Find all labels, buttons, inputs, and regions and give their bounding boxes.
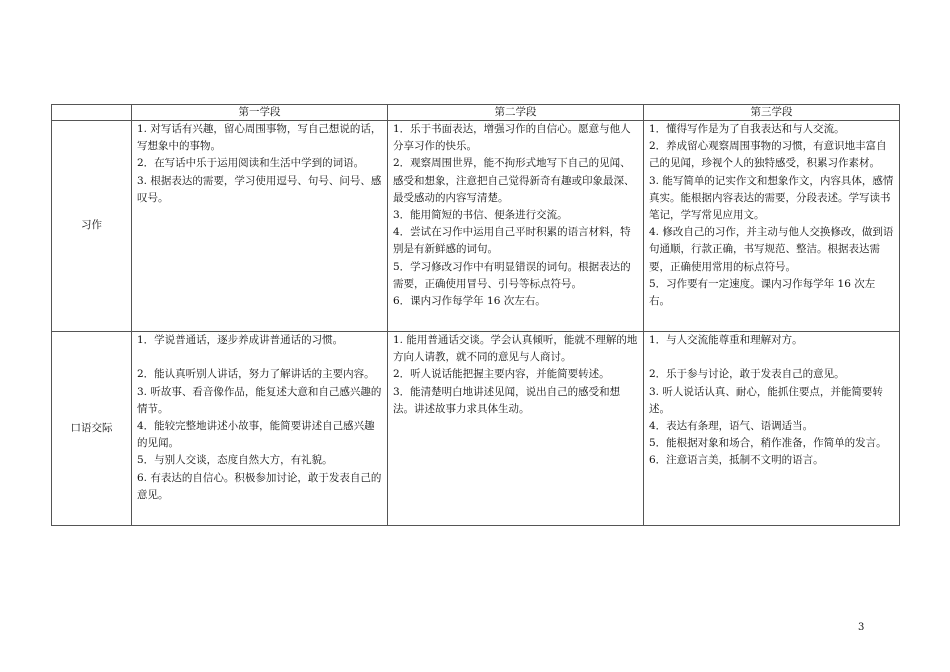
list-item: 5．与别人交谈，态度自然大方，有礼貌。	[137, 454, 333, 467]
list-item: 3. 听人说话认真、耐心，能抓住要点，并能简要转述。	[649, 385, 883, 415]
list-item: 3．能用简短的书信、便条进行交流。	[393, 209, 568, 222]
list-item: 5．学习修改习作中有明显错误的词句。根据表达的需要，正确使用冒号、引号等标点符号。	[393, 260, 631, 290]
list-item: 4．尝试在习作中运用自己平时积累的语言材料，特别是有新鲜感的词句。	[393, 226, 631, 256]
curriculum-table	[51, 104, 900, 526]
list-item: 2．养成留心观察周围事物的习惯，有意识地丰富自己的见闻，珍视个人的独特感受，积累习作素材。	[649, 140, 887, 170]
list-item: 5．能根据对象和场合，稍作准备，作简单的发言。	[649, 437, 887, 450]
blank-line	[137, 349, 382, 366]
list-item: 2．在写话中乐于运用阅读和生活中学到的词语。	[137, 157, 365, 170]
cell-writing-stage-3	[644, 121, 900, 332]
page-number: 3	[858, 622, 865, 633]
cell-oral-stage-1	[132, 332, 388, 526]
list-item: 3. 听故事、看音像作品，能复述大意和自己感兴趣的情节。	[137, 385, 382, 415]
table-row-writing	[52, 121, 900, 332]
list-item: 6．课内习作每学年 16 次左右。	[393, 295, 546, 308]
header-stage-3: 第三学段	[644, 105, 900, 121]
list-item: 2．观察周围世界，能不拘形式地写下自己的见闻、感受和想象，注意把自己觉得新奇有趣或印象最深、最受感动的内容写清楚。	[393, 157, 635, 204]
row-label-oral: 口语交际	[52, 332, 132, 526]
table-header-row	[52, 105, 900, 121]
list-item: 4．能较完整地讲述小故事，能简要讲述自己感兴趣的见闻。	[137, 420, 375, 450]
blank-line	[649, 349, 894, 366]
list-item: 1. 对写话有兴趣，留心周围事物，写自己想说的话，写想象中的事物。	[137, 123, 382, 153]
header-stage-2: 第二学段	[388, 105, 644, 121]
header-corner	[52, 105, 132, 121]
list-item: 2．乐于参与讨论，敢于发表自己的意见。	[649, 368, 845, 381]
cell-oral-stage-2	[388, 332, 644, 526]
list-item: 4. 修改自己的习作，并主动与他人交换修改，做到语句通顺，行款正确，书写规范、整洁。根据表达需要，正确使用常用的标点符号。	[649, 226, 894, 273]
list-item: 2．听人说话能把握主要内容，并能简要转述。	[393, 368, 610, 381]
header-stage-1: 第一学段	[132, 105, 388, 121]
list-item: 1．学说普通话，逐步养成讲普通话的习惯。	[137, 334, 344, 346]
list-item: 3. 根据表达的需要，学习使用逗号、句号、问号、感叹号。	[137, 174, 382, 204]
table-row-oral	[52, 332, 900, 526]
list-item: 1．懂得写作是为了自我表达和与人交流。	[649, 123, 845, 135]
list-item: 6. 有表达的自信心。积极参加讨论，敢于发表自己的意见。	[137, 471, 382, 501]
list-item: 6．注意语言美，抵制不文明的语言。	[649, 454, 824, 467]
row-label-writing: 习作	[52, 121, 132, 332]
list-item: 3．能清楚明白地讲述见闻，说出自己的感受和想法。讲述故事力求具体生动。	[393, 385, 621, 415]
cell-oral-stage-3	[644, 332, 900, 526]
list-item: 1. 能用普通话交谈。学会认真倾听，能就不理解的地方向人请教，就不同的意见与人商讨。	[393, 334, 638, 364]
list-item: 4．表达有条理，语气、语调适当。	[649, 420, 814, 432]
list-item: 1．与人交流能尊重和理解对方。	[649, 334, 803, 346]
list-item: 2．能认真听别人讲话，努力了解讲话的主要内容。	[137, 368, 375, 381]
list-item: 3. 能写简单的记实作文和想象作文，内容具体，感情真实。能根据内容表达的需要，分段表述。学写读书笔记，学写常见应用文。	[649, 174, 894, 222]
cell-writing-stage-1	[132, 121, 388, 332]
list-item: 1．乐于书面表达，增强习作的自信心。愿意与他人分享习作的快乐。	[393, 123, 631, 153]
list-item: 5．习作要有一定速度。课内习作每学年 16 次左右。	[649, 277, 876, 308]
cell-writing-stage-2	[388, 121, 644, 332]
